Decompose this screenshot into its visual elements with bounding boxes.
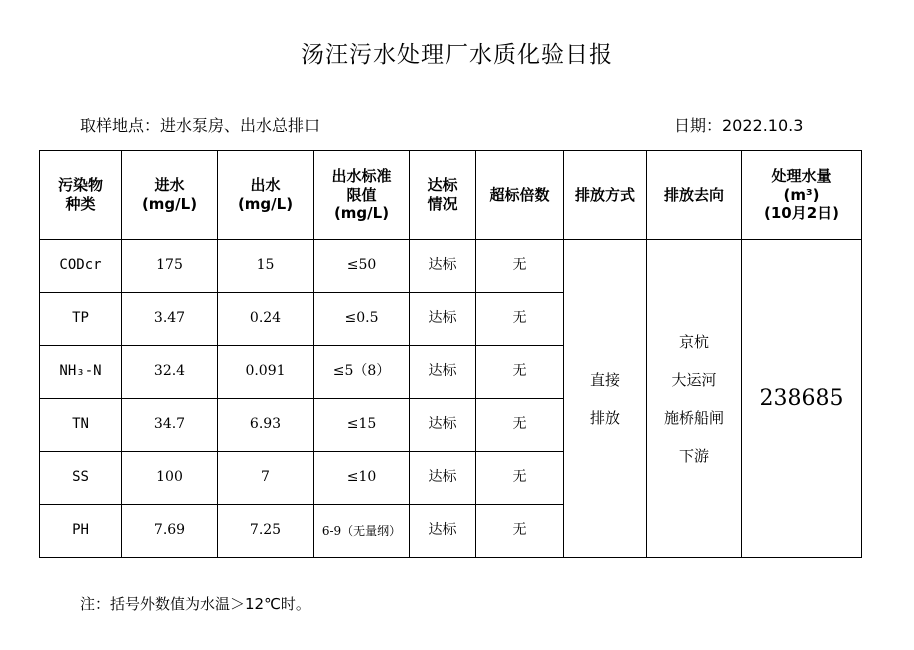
status-cell: 达标 <box>410 399 476 452</box>
sampling-location: 取样地点：进水泵房、出水总排口 <box>80 116 321 135</box>
exceed-cell: 无 <box>476 240 564 293</box>
limit-cell: ≤10 <box>314 452 410 505</box>
status-cell: 达标 <box>410 505 476 558</box>
inflow-cell: 175 <box>122 240 218 293</box>
header-standard-limit: 出水标准 限值 (mg/L) <box>314 151 410 240</box>
inflow-cell: 34.7 <box>122 399 218 452</box>
inflow-cell: 100 <box>122 452 218 505</box>
status-cell: 达标 <box>410 346 476 399</box>
pollutant-cell: SS <box>40 452 122 505</box>
outflow-cell: 0.091 <box>218 346 314 399</box>
exceed-cell: 无 <box>476 293 564 346</box>
table-row <box>40 240 862 293</box>
inflow-cell: 3.47 <box>122 293 218 346</box>
exceed-cell: 无 <box>476 452 564 505</box>
report-date: 日期：2022.10.3 <box>674 116 804 135</box>
pollutant-cell: TN <box>40 399 122 452</box>
outflow-cell: 0.24 <box>218 293 314 346</box>
outflow-cell: 15 <box>218 240 314 293</box>
discharge-method-cell: 直接 排放 <box>564 240 647 558</box>
pollutant-cell: PH <box>40 505 122 558</box>
outflow-cell: 6.93 <box>218 399 314 452</box>
header-exceed-ratio: 超标倍数 <box>476 151 564 240</box>
header-outflow: 出水 (mg/L) <box>218 151 314 240</box>
header-pollutant: 污染物 种类 <box>40 151 122 240</box>
outflow-cell: 7.25 <box>218 505 314 558</box>
pollutant-cell: CODcr <box>40 240 122 293</box>
discharge-destination-cell: 京杭 大运河 施桥船闸 下游 <box>647 240 742 558</box>
inflow-cell: 7.69 <box>122 505 218 558</box>
status-cell: 达标 <box>410 452 476 505</box>
inflow-cell: 32.4 <box>122 346 218 399</box>
pollutant-cell: TP <box>40 293 122 346</box>
water-quality-table <box>39 150 862 558</box>
report-title: 汤汪污水处理厂水质化验日报 <box>301 42 613 68</box>
outflow-cell: 7 <box>218 452 314 505</box>
limit-cell: ≤0.5 <box>314 293 410 346</box>
exceed-cell: 无 <box>476 346 564 399</box>
exceed-cell: 无 <box>476 505 564 558</box>
header-compliance: 达标 情况 <box>410 151 476 240</box>
status-cell: 达标 <box>410 240 476 293</box>
status-cell: 达标 <box>410 293 476 346</box>
header-discharge-destination: 排放去向 <box>647 151 742 240</box>
limit-cell: 6-9（无量纲） <box>314 505 410 558</box>
footnote: 注：括号外数值为水温＞12℃时。 <box>80 595 311 613</box>
limit-cell: ≤50 <box>314 240 410 293</box>
header-discharge-method: 排放方式 <box>564 151 647 240</box>
treated-volume-cell: 238685 <box>742 240 862 558</box>
header-inflow: 进水 (mg/L) <box>122 151 218 240</box>
table-header-row <box>40 151 862 240</box>
limit-cell: ≤15 <box>314 399 410 452</box>
limit-cell: ≤5（8） <box>314 346 410 399</box>
header-treated-volume: 处理水量 (m³) (10月2日) <box>742 151 862 240</box>
exceed-cell: 无 <box>476 399 564 452</box>
pollutant-cell: NH₃-N <box>40 346 122 399</box>
